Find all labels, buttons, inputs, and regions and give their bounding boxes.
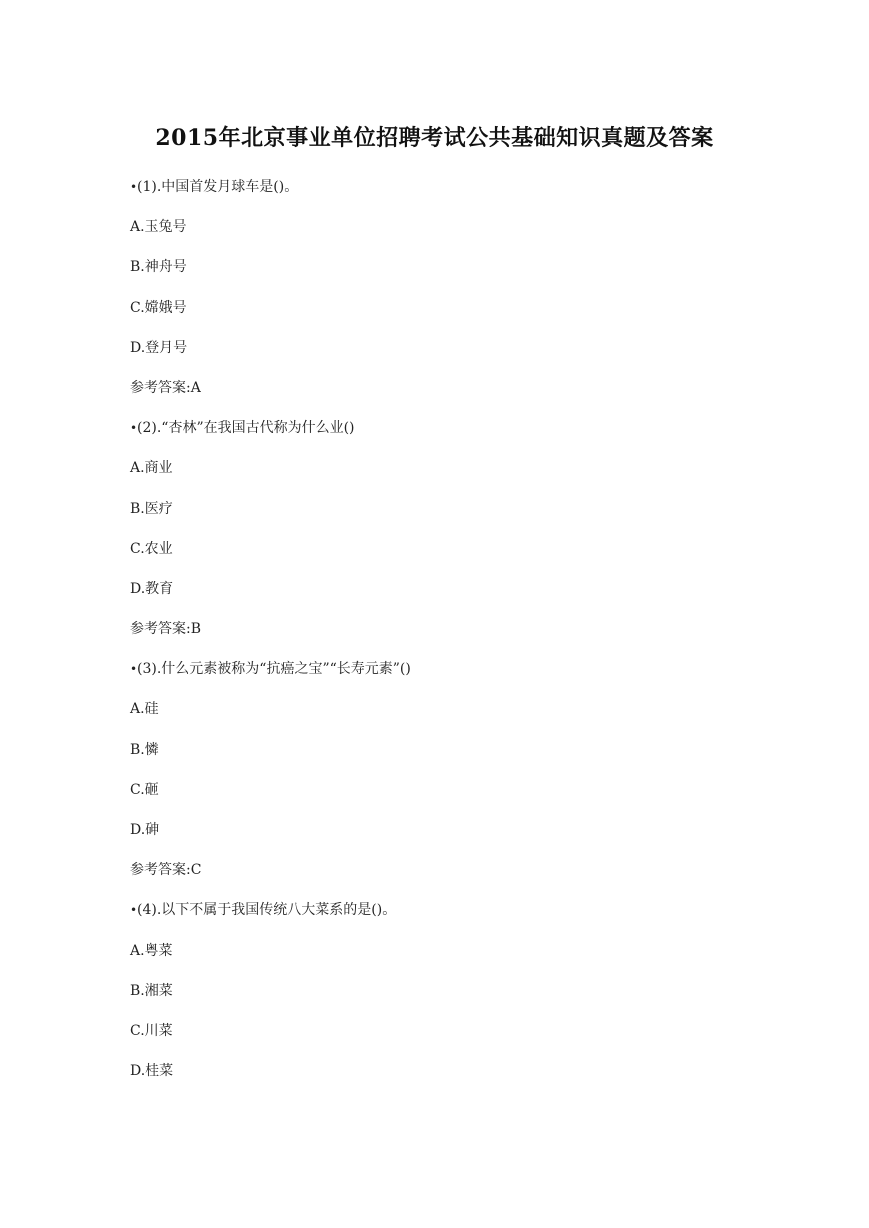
bullet-icon: • bbox=[130, 421, 138, 436]
option-d: D.砷 bbox=[130, 822, 160, 838]
question-stem bbox=[130, 178, 830, 218]
option-c: C.川菜 bbox=[130, 1022, 173, 1039]
question-list bbox=[130, 178, 830, 1102]
option-d: D.教育 bbox=[130, 580, 174, 597]
bullet-icon: • bbox=[130, 662, 138, 677]
question-text: (4).以下不属于我国传统八大菜系的是()。 bbox=[137, 902, 397, 919]
option-b: B.湘菜 bbox=[130, 982, 173, 999]
option-a: A.粤菜 bbox=[130, 942, 173, 959]
option-c: C.砸 bbox=[130, 781, 159, 798]
question-stem bbox=[130, 901, 830, 941]
question-stem bbox=[130, 419, 830, 459]
option-c: C.农业 bbox=[130, 540, 173, 557]
option-d: D.桂菜 bbox=[130, 1063, 174, 1080]
bullet-icon: • bbox=[130, 903, 138, 918]
option-a: A.硅 bbox=[130, 701, 159, 718]
option-c: C.嫦娥号 bbox=[130, 299, 187, 316]
question-text: (2).“杏林”在我国古代称为什么业() bbox=[137, 420, 355, 437]
option-d: D.登月号 bbox=[130, 339, 188, 356]
reference-answer: 参考答案:B bbox=[130, 621, 202, 638]
question-stem bbox=[130, 660, 830, 700]
option-b: B.神舟号 bbox=[130, 259, 187, 276]
question-text: (1).中国首发月球车是()。 bbox=[137, 179, 299, 195]
bullet-icon: • bbox=[130, 180, 138, 194]
option-b: B.憐 bbox=[130, 741, 159, 758]
question-text: (3).什么元素被称为“抗癌之宝”“长寿元素”() bbox=[137, 661, 411, 678]
option-b: B.医疗 bbox=[130, 500, 173, 517]
page-title: 2015年北京事业单位招聘考试公共基础知识真题及答案 bbox=[155, 125, 714, 151]
option-a: A.商业 bbox=[130, 460, 173, 477]
reference-answer: 参考答案:C bbox=[130, 862, 202, 879]
option-a: A.玉兔号 bbox=[130, 219, 187, 236]
reference-answer: 参考答案:A bbox=[130, 379, 201, 396]
